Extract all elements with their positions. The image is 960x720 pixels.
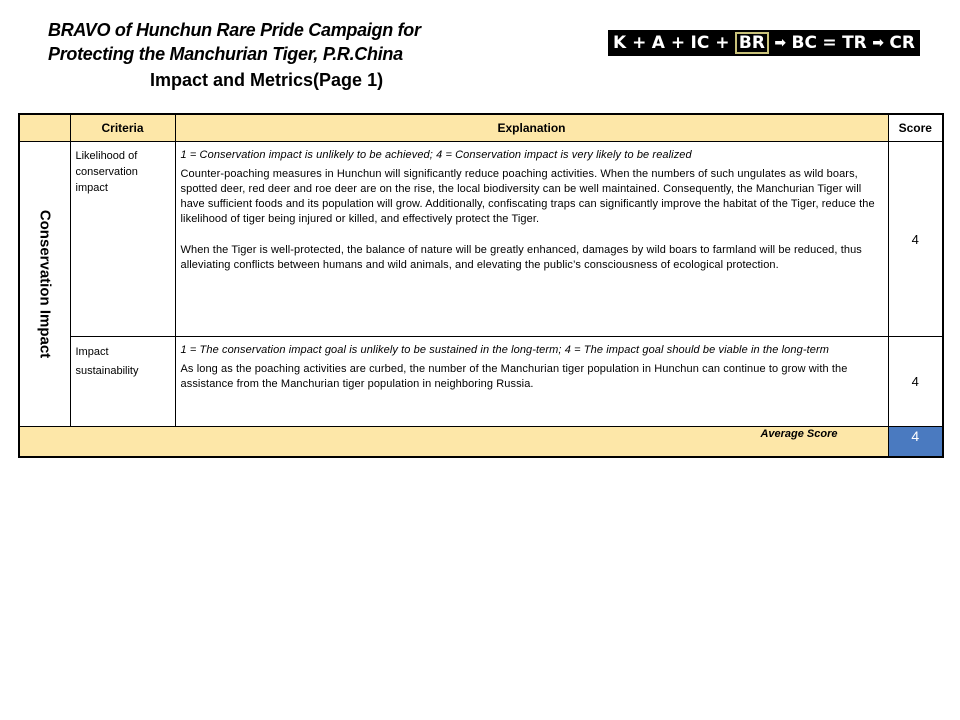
group-label: Conservation Impact xyxy=(36,209,54,359)
table-row xyxy=(19,337,943,427)
formula-tr: TR xyxy=(842,33,867,53)
page-subtitle: Impact and Metrics(Page 1) xyxy=(150,70,384,90)
formula-br-highlight: BR xyxy=(735,32,769,54)
average-score-value: 4 xyxy=(888,427,943,458)
group-label-cell xyxy=(19,142,70,427)
table-row xyxy=(19,142,943,337)
formula-k: K + xyxy=(613,33,647,53)
title-line-2: Protecting the Manchurian Tiger, P.R.China xyxy=(48,44,403,64)
blank-header-cell xyxy=(19,114,70,142)
explanation-paragraph: As long as the poaching activities are curbed, the number of the Manchurian tiger population in Hunchun can continue to grow with the assistance from the Manchurian tiger population in neighboring Russia. xyxy=(180,363,848,390)
criteria-cell: Impact sustainability xyxy=(70,337,175,427)
explanation-cell xyxy=(175,142,888,337)
average-score-label: Average Score xyxy=(19,427,888,458)
formula-bc: BC xyxy=(791,33,817,53)
table-header-row xyxy=(19,114,943,142)
formula-arrow-icon: ➡ xyxy=(774,35,787,51)
explanation-cell xyxy=(175,337,888,427)
criteria-header: Criteria xyxy=(70,114,175,142)
scale-definition: 1 = The conservation impact goal is unlikely to be sustained in the long-term; 4 = The impact goal should be viable in the long-term xyxy=(180,344,829,356)
score-cell: 4 xyxy=(888,142,943,337)
formula-dash: = xyxy=(822,33,837,53)
formula-ic: IC + xyxy=(690,33,730,53)
impact-metrics-table xyxy=(18,113,944,458)
title-block xyxy=(48,18,568,66)
explanation-header: Explanation xyxy=(175,114,888,142)
explanation-paragraph: Counter-poaching measures in Hunchun will significantly reduce poaching activities. When the numbers of such ungulates as wild boars, spotted deer, red deer and roe deer are on the rise, the local biodiversity can be well maintained. Consequently, the Manchurian Tiger will have sufficient foods and its population will grow. Additionally, confiscating traps can significantly improve the habitat of the Tiger, reduce the likelihood of tiger being injured or killed, and effectively protect the Tiger. xyxy=(180,168,875,225)
theory-of-change-formula xyxy=(608,30,920,56)
formula-cr: CR xyxy=(889,33,915,53)
explanation-paragraph-2: When the Tiger is well-protected, the balance of nature will be greatly enhanced, damages by wild boars to farmland will be reduced, thus alleviating conflicts between humans and wild animals, and elevating the public’s consciousness of ecological protection. xyxy=(180,244,862,271)
criteria-cell: Likelihood of conservation impact xyxy=(70,142,175,337)
score-cell: 4 xyxy=(888,337,943,427)
average-row xyxy=(19,427,943,458)
score-header: Score xyxy=(888,114,943,142)
formula-a: A + xyxy=(651,33,686,53)
title-line-1: BRAVO of Hunchun Rare Pride Campaign for xyxy=(48,20,421,40)
formula-arrow-icon-2: ➡ xyxy=(872,35,884,51)
scale-definition: 1 = Conservation impact is unlikely to be achieved; 4 = Conservation impact is very likely to be realized xyxy=(180,149,692,161)
